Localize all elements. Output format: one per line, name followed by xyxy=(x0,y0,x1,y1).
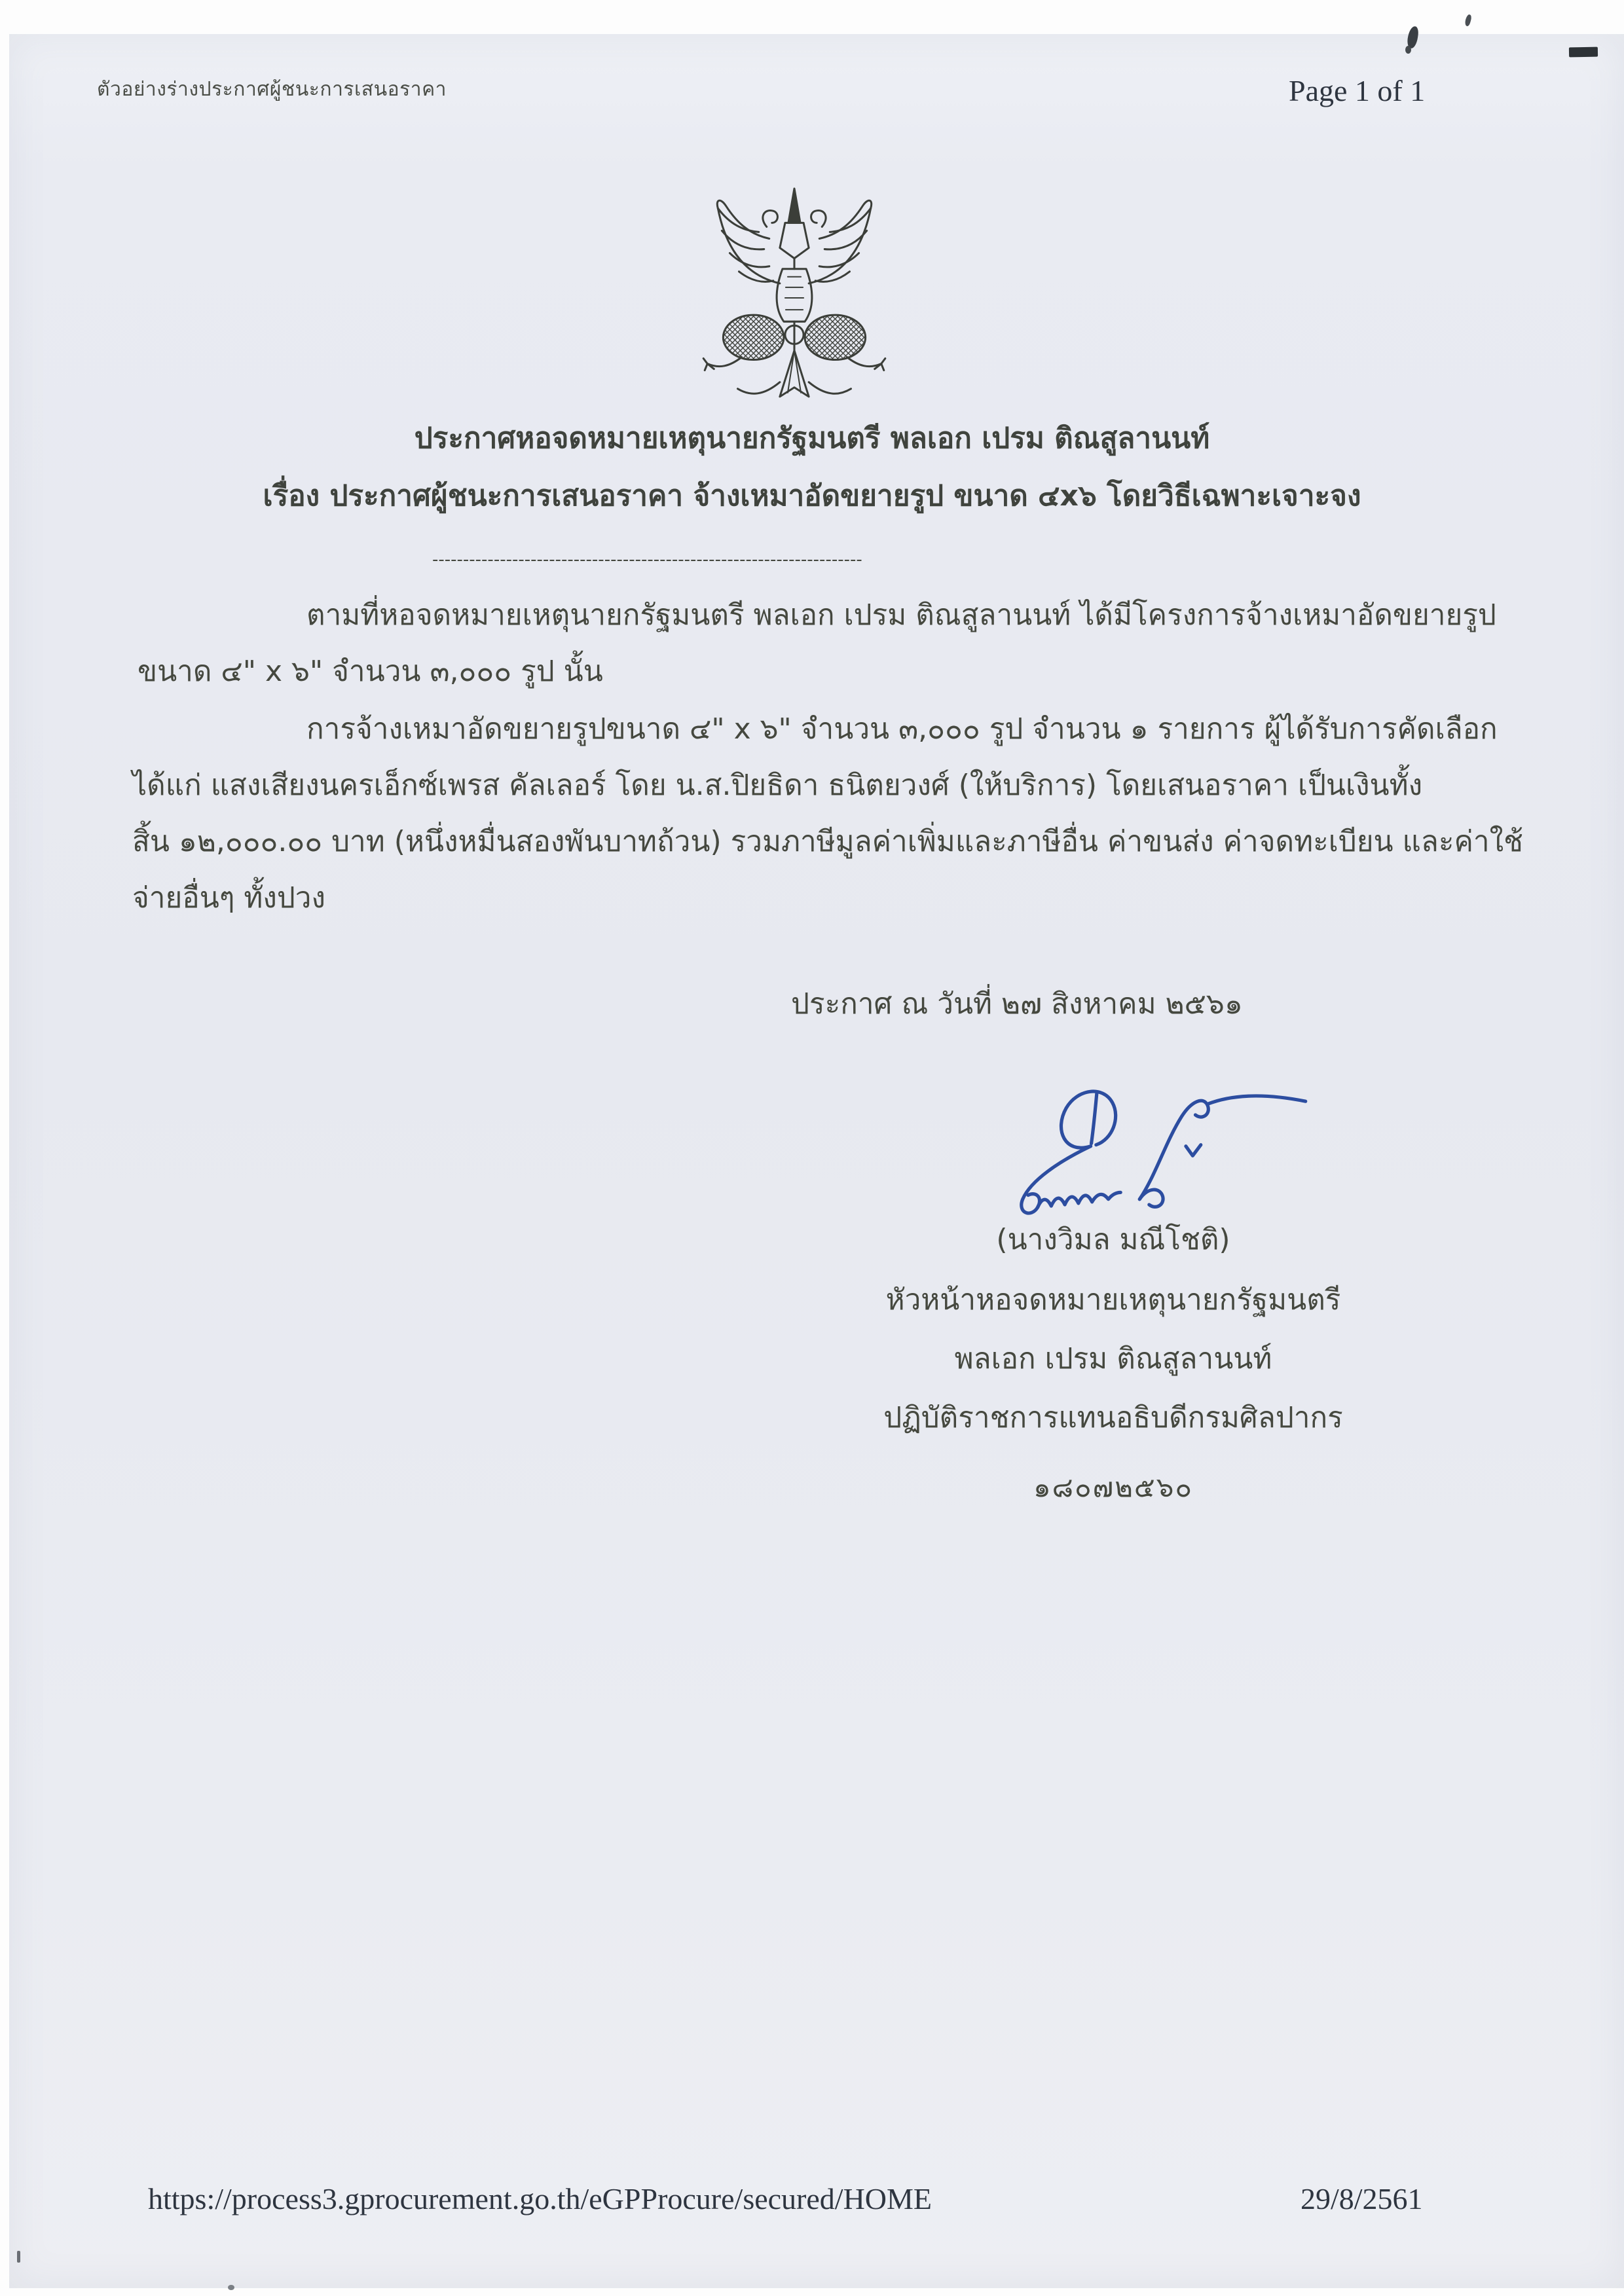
signer-name: (นางวิมล มณีโชติ) xyxy=(996,1223,1230,1256)
body-line: ตามที่หอจดหมายเหตุนายกรัฐมนตรี พลเอก เปรม ติณสูลานนท์ ได้มีโครงการจ้างเหมาอัดขยายรูป xyxy=(306,598,1496,632)
garuda-emblem-icon xyxy=(693,185,896,415)
signer-position: หัวหน้าหอจดหมายเหตุนายกรัฐมนตรี xyxy=(885,1283,1341,1317)
source-url: https://process3.gprocurement.go.th/eGPProcure/secured/HOME xyxy=(148,2182,932,2215)
signer-acting-for: ปฏิบัติราชการแทนอธิบดีกรมศิลปากร xyxy=(883,1401,1343,1434)
handwritten-signature-icon xyxy=(957,1066,1311,1236)
document-number: ๑๘๐๗๒๕๖๐ xyxy=(1033,1471,1194,1503)
divider-dashes: ---------------------------------------------------------------------- xyxy=(432,551,862,568)
body-line: การจ้างเหมาอัดขยายรูปขนาด ๔" x ๖" จำนวน ๓,๐๐๐ รูป จำนวน ๑ รายการ ผู้ได้รับการคัดเลือก xyxy=(306,712,1498,746)
body-line: ขนาด ๔" x ๖" จำนวน ๓,๐๐๐ รูป นั้น xyxy=(138,655,603,688)
body-line: จ่ายอื่นๆ ทั้งปวง xyxy=(132,881,326,915)
document-subject: เรื่อง ประกาศผู้ชนะการเสนอราคา จ้างเหมาอัดขยายรูป ขนาด ๔x๖ โดยวิธีเฉพาะเจาะจง xyxy=(263,479,1361,513)
body-line: ได้แก่ แสงเสียงนครเอ็กซ์เพรส คัลเลอร์ โดย น.ส.ปิยธิดา ธนิตยวงศ์ (ให้บริการ) โดยเสนอราคา เป็นเงินทั้ง xyxy=(132,769,1423,802)
scan-artifact-dash xyxy=(1569,47,1598,58)
scan-artifact-speck xyxy=(1405,46,1411,54)
scan-artifact-speck xyxy=(17,2251,20,2263)
signer-office: พลเอก เปรม ติณสูลานนท์ xyxy=(954,1342,1272,1376)
draft-watermark-label: ตัวอย่างร่างประกาศผู้ชนะการเสนอราคา xyxy=(97,78,447,101)
scan-artifact-speck xyxy=(1464,14,1473,27)
body-line: สิ้น ๑๒,๐๐๐.๐๐ บาท (หนึ่งหมื่นสองพันบาทถ้วน) รวมภาษีมูลค่าเพิ่มและภาษีอื่น ค่าขนส่ง ค่าจดทะเบียน และค่าใช้ xyxy=(132,825,1523,858)
document-title: ประกาศหอจดหมายเหตุนายกรัฐมนตรี พลเอก เปรม ติณสูลานนท์ xyxy=(414,422,1210,455)
page-number-label: Page 1 of 1 xyxy=(1289,74,1426,107)
print-date: 29/8/2561 xyxy=(1301,2182,1423,2215)
scan-artifact-speck xyxy=(228,2285,234,2290)
announcement-date: ประกาศ ณ วันที่ ๒๗ สิงหาคม ๒๕๖๑ xyxy=(791,987,1243,1021)
